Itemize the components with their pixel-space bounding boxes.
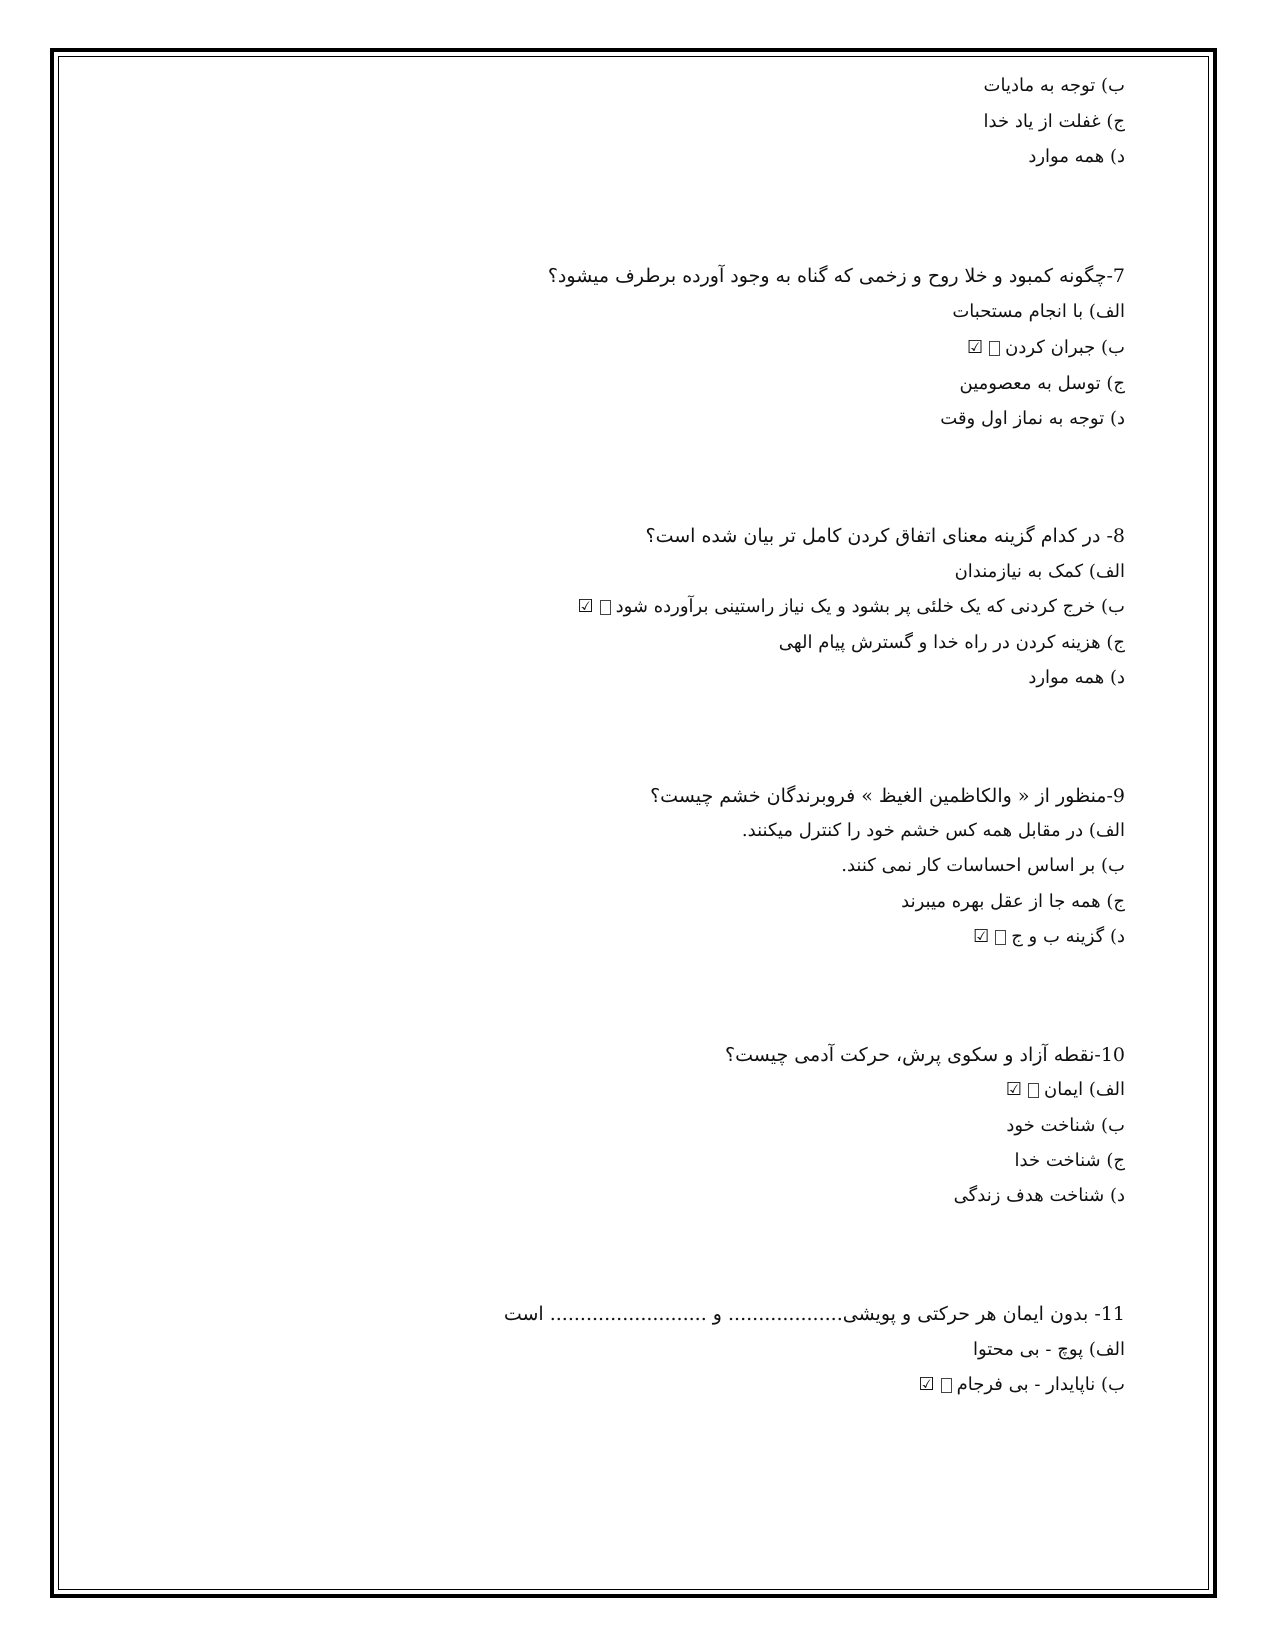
option-line-correct: ب) خرج کردنی که یک خلئی پر بشود و یک نیاز راستینی برآورده شود☑	[577, 593, 1125, 621]
option-line-correct: ب) جبران کردن☑	[967, 334, 1125, 362]
empty-box-icon	[600, 600, 611, 615]
empty-box-icon	[941, 1378, 952, 1393]
check-mark-icon: ☑	[973, 926, 990, 947]
option-line: الف) کمک به نیازمندان	[954, 561, 1125, 582]
option-line: ب) بر اساس احساسات کار نمی کنند.	[841, 855, 1125, 876]
check-mark-icon: ☑	[967, 337, 984, 358]
option-line: ج) همه جا از عقل بهره میبرند	[901, 891, 1125, 912]
option-line: د) شناخت هدف زندگی	[953, 1185, 1125, 1206]
option-line: ج) هزینه کردن در راه خدا و گسترش پیام الهی	[778, 632, 1125, 653]
check-mark-icon: ☑	[577, 596, 594, 617]
empty-box-icon	[995, 930, 1006, 945]
question-10: 10-نقطه آزاد و سکوی پرش، حرکت آدمی چیست؟	[725, 1044, 1125, 1066]
option-line: ب) شناخت خود	[1006, 1115, 1125, 1136]
option-line: ج) توسل به معصومین	[959, 373, 1125, 394]
option-line-correct: د) گزینه ب و ج☑	[973, 923, 1125, 951]
option-line: الف) با انجام مستحبات	[952, 301, 1125, 322]
check-mark-icon: ☑	[1005, 1079, 1023, 1100]
empty-box-icon	[1028, 1083, 1039, 1098]
option-line-correct: ب) ناپایدار - بی فرجام☑	[918, 1371, 1125, 1399]
option-line: ب) توجه به مادیات	[983, 75, 1125, 96]
option-line: الف) پوچ - بی محتوا	[972, 1339, 1125, 1360]
check-mark-icon: ☑	[918, 1374, 935, 1395]
option-line: د) همه موارد	[1028, 146, 1125, 167]
option-line-correct: الف) ایمان☑	[1006, 1076, 1125, 1104]
empty-box-icon	[989, 341, 1000, 356]
question-8: 8- در کدام گزینه معنای اتفاق کردن کامل تر بیان شده است؟	[645, 525, 1125, 547]
option-line: الف) در مقابل همه کس خشم خود را کنترل میکنند.	[741, 820, 1125, 841]
question-7: 7-چگونه کمبود و خلا روح و زخمی که گناه به وجود آورده برطرف میشود؟	[547, 265, 1125, 287]
option-line: د) همه موارد	[1028, 667, 1125, 688]
option-line: د) توجه به نماز اول وقت	[940, 408, 1125, 429]
question-11: 11- بدون ایمان هر حرکتی و پویشی................... و .......................... است	[503, 1303, 1125, 1325]
question-9: 9-منظور از « والکاظمین الغیظ » فروبرندگان خشم چیست؟	[650, 785, 1125, 807]
option-line: ج) غفلت از یاد خدا	[983, 111, 1125, 132]
option-line: ج) شناخت خدا	[1014, 1150, 1125, 1171]
